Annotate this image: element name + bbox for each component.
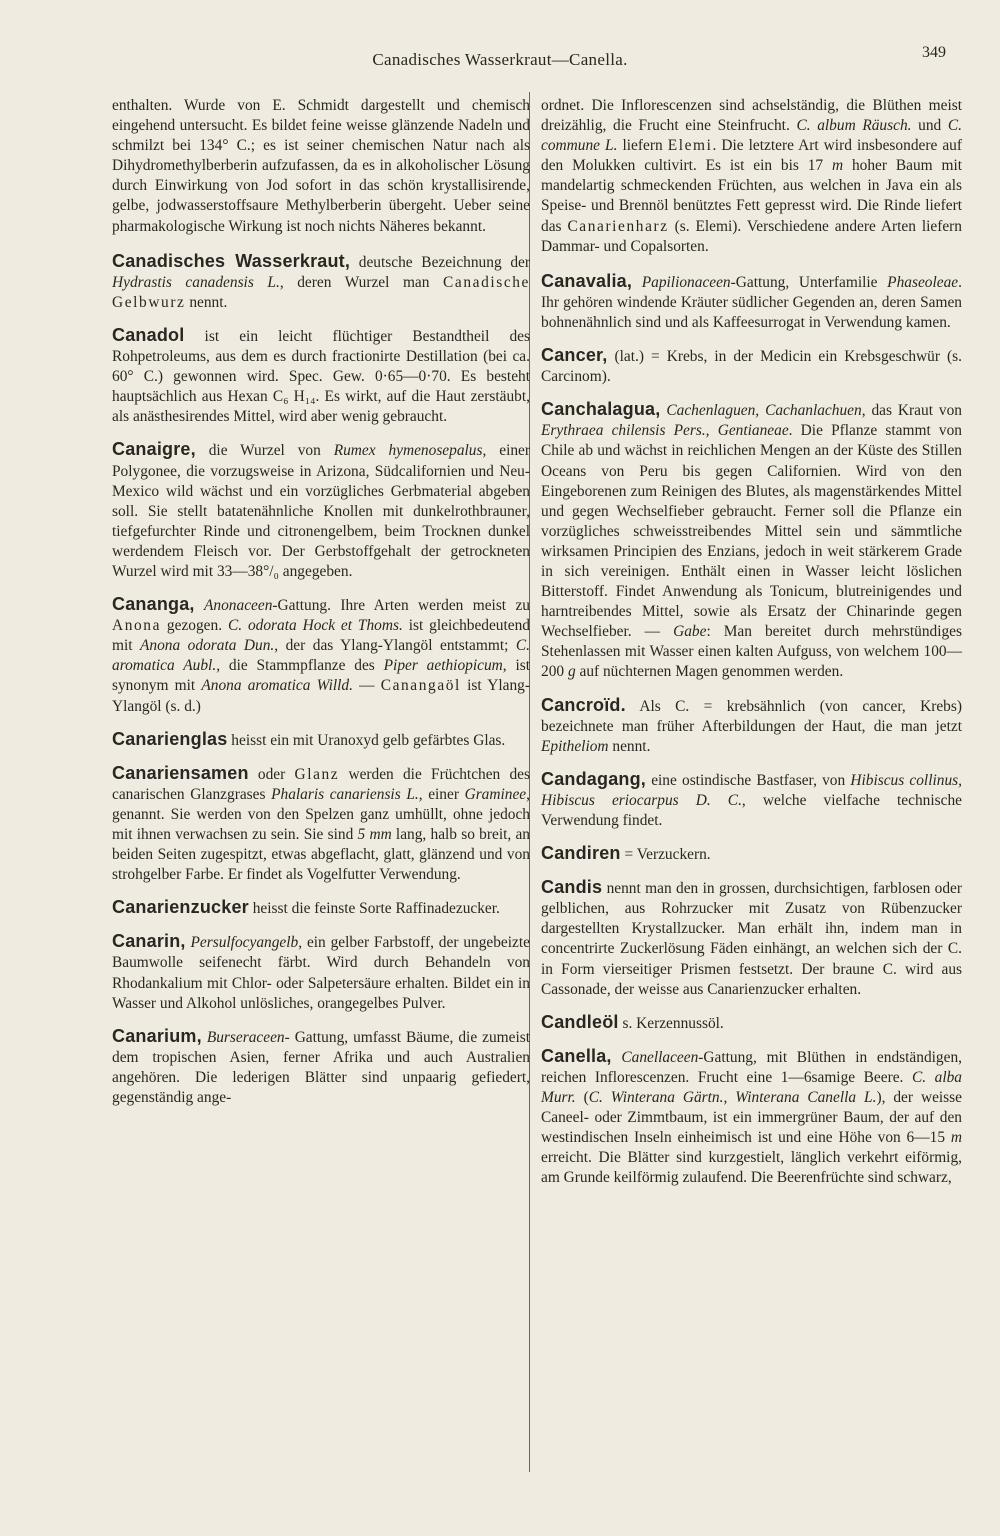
entry-candleoel: Candleöl s. Kerzennussöl. [541,1011,724,1032]
headword: Canarienglas [112,728,228,749]
entry-canariensamen: Canariensamen oder Glanz werden die Früchtchen des canarischen Glanzgrases Phalaris canariensis L., einer Graminee, genannt. Sie werden von den Spelzen ganz umhüllt, ohne jedoch mit ihnen verwachsen zu sein. Sie sind 5 mm lang, halb so breit, an beiden Seiten zugespitzt, etwas abgeflacht, glatt, glänzend und von strohgelber Farbe. Er findet als Vogelfutter Verwendung. [112,762,530,884]
entry-canella: Canella, Canellaceen-Gattung, mit Blüthen in endständigen, reichen Inflorescenzen. Frucht eine 1—6samige Beere. C. alba Murr. (C. Winterana Gärtn., Winterana Canella L.), der weisse Caneel- oder Zimmtbaum, ist ein immergrüner Baum, der auf den westindischen Inseln einheimisch ist und eine Höhe von 6—15 m erreicht. Die Blätter sind kurzgestielt, länglich verkehrt eiförmig, am Grunde keilförmig zulaufend. Die Beerenfrüchte sind schwarz, [541,1045,962,1187]
headword: Candis [541,877,603,898]
entry-candagang: Candagang, eine ostindische Bastfaser, von Hibiscus collinus, Hibiscus eriocarpus D. C., welche vielfache technische Verwendung findet. [541,768,962,829]
page-number: 349 [922,44,946,61]
entry-cancroid: Cancroïd. Als C. = krebsähnlich (von cancer, Krebs) bezeichnete man früher Afterbildungen der Haut, die man jetzt Epitheliom nennt. [541,694,962,755]
left-column [112,96,530,1120]
entry-canarium: Canarium, Burseraceen- Gattung, umfasst Bäume, die zumeist dem tropischen Asien, ferner Afrika und auch Australien angehören. Die lederigen Blätter sind unpaarig gefiedert, gegenständig ange- [112,1025,530,1107]
headword: Cancroïd. [541,694,626,715]
headword: Candiren [541,843,621,864]
headword: Canaigre, [112,439,196,460]
headword: Canavalia, [541,270,633,291]
headword: Canadol [112,324,185,345]
entry-canchalagua: Canchalagua, Cachenlaguen, Cachanlachuen, das Kraut von Erythraea chilensis Pers., Gentianeae. Die Pflanze stammt von Chile ab und wächst in reichlichen Mengen an der Küste des Stillen Oceans von Peru bis gegen Californien. Wird von den Eingeborenen zum Reinigen des Blutes, als magenstärkendes Mittel und gegen Wechselfieber gebraucht. Ferner soll die Pflanze ein vorzügliches schweisstreibendes Mittel sein und sämmtliche wirksamen Principien des Enzians, jedoch in weit stärkerem Grade in sich vereinigen. Enthält einen in Wasser leicht löslichen Bitterstoff. Findet Anwendung als Tonicum, blutreinigendes und harntreibendes Mittel, sowie als Ersatz der Chinarinde gegen Wechselfieber. — Gabe: Man bereitet durch mehrstündiges Stehenlassen mit Wasser einen kalten Aufguss, von welchem 100—200 g auf nüchternen Magen genommen werden. [541,399,963,681]
entry-continuation-canarium: ordnet. Die Inflorescenzen sind achselständig, die Blüthen meist dreizählig, die Frucht eine Steinfrucht. C. album Räusch. und C. commune L. liefern Elemi. Die letztere Art wird insbesondere auf den Molukken cultivirt. Es ist ein bis 17 m hoher Baum mit mandelartig schmeckenden Früchten, aus welchen in Java ein als Speise- und Brennöl benütztes Fett gepresst wird. Die Rinde liefert das Canarienharz (s. Elemi). Verschiedene andere Arten liefern Dammar- und Copalsorten. [541,97,962,255]
running-title: Canadisches Wasserkraut—Canella. [372,50,628,69]
entry-candis: Candis nennt man den in grossen, durchsichtigen, farblosen oder gelblichen, aus Rohrzucker mit Zusatz von Rübenzucker dargestellten Krystallzucker. Man erhält ihn, indem man in concentrirte Zuckerlösung Fäden einhängt, an welchen sich der C. in Form vierseitiger Prismen festsetzt. Der braune C. wird aus Cassonade, der weisse aus Canarienzucker erhalten. [541,877,962,998]
headword: Canadisches Wasserkraut, [112,250,351,271]
headword: Cananga, [112,594,195,615]
headword: Cancer, [541,345,608,366]
entry-cananga: Cananga, Anonaceen-Gattung. Ihre Arten werden meist zu Anona gezogen. C. odorata Hock et Thoms. ist gleichbedeutend mit Anona odorata Dun., der das Ylang-Ylangöl entstammt; C. aromatica Aubl., die Stammpflanze des Piper aethiopicum, ist synonym mit Anona aromatica Willd. — Canangaöl ist Ylang-Ylangöl (s. d.) [112,594,531,715]
entry-cancer: Cancer, (lat.) = Krebs, in der Medicin ein Krebsgeschwür (s. Carcinom). [541,345,962,386]
entry-candiren: Candiren = Verzuckern. [541,843,711,864]
entry-canavalia: Canavalia, Papilionaceen-Gattung, Unterfamilie Phaseoleae. Ihr gehören windende Kräuter südlicher Gegenden an, deren Samen bohnenähnlich sind und als Kaffeesurrogat in Verwendung kamen. [541,270,962,331]
entry-canarienzucker: Canarienzucker heisst die feinste Sorte Raffinadezucker. [112,897,500,918]
entry-canadisches-wasserkraut: Canadisches Wasserkraut, deutsche Bezeichnung der Hydrastis canadensis L., deren Wurzel man Canadische Gelbwurz nennt. [112,250,530,311]
headword: Canchalagua, [541,399,661,420]
headword: Candleöl [541,1011,619,1032]
headword: Canella, [541,1045,612,1066]
entry-canadol: Canadol ist ein leicht flüchtiger Bestandtheil des Rohpetroleums, aus dem es durch fractionirte Destillation (bei ca. 60° C.) gewonnen wird. Spec. Gew. 0·65—0·70. Es besteht hauptsächlich aus Hexan C₆ H₁₄. Es wirkt, auf die Haut zerstäubt, als anästhesirendes Mittel, wird aber wenig gebraucht. [112,324,530,426]
right-column [541,96,962,1201]
headword: Canarium, [112,1025,202,1046]
entry-canarin: Canarin, Persulfocyangelb, ein gelber Farbstoff, der ungebeizte Baumwolle seifenecht färbt. Wird durch Behandeln von Rhodankalium mit Chlor- oder Salpetersäure erhalten. Bildet ein in Wasser und Alkohol unlösliches, orangegelbes Pulver. [112,931,530,1012]
entry-continuation: enthalten. Wurde von E. Schmidt dargestellt und chemisch eingehend untersucht. Es bildet feine weisse glänzende Nadeln und schmilzt bei 134° C.; es ist seiner chemischen Natur nach als Dihydromethylberberin aufzufassen, da es in alkoholischer Lösung durch Einwirkung von Jod sofort in das schön krystallisirende, gelbe, jodwasserstoffsaure Methylberberin übergeht. Ueber seine pharmakologische Wirkung ist noch nichts Näheres bekannt. [112,97,530,235]
headword: Candagang, [541,768,647,789]
entry-canarienglas: Canarienglas heisst ein mit Uranoxyd gelb gefärbtes Glas. [112,728,506,749]
entry-canaigre: Canaigre, die Wurzel von Rumex hymenosepalus, einer Polygonee, die vorzugsweise in Arizona, Südcalifornien und Neu-Mexico wild wächst und ein vorzügliches Gerbmaterial abgeben soll. Sie stellt batatenähnliche Knollen mit dunkelrothbrauner, tiefgefurchter Rinde und citronengelbem, beim Trocknen dunkel werdendem Fleisch vor. Der Gerbstoffgehalt der getrockneten Wurzel wird mit 33—38°/₀ angegeben. [112,439,530,580]
headword: Canarin, [112,931,186,952]
headword: Canariensamen [112,762,249,783]
headword: Canarienzucker [112,897,249,918]
